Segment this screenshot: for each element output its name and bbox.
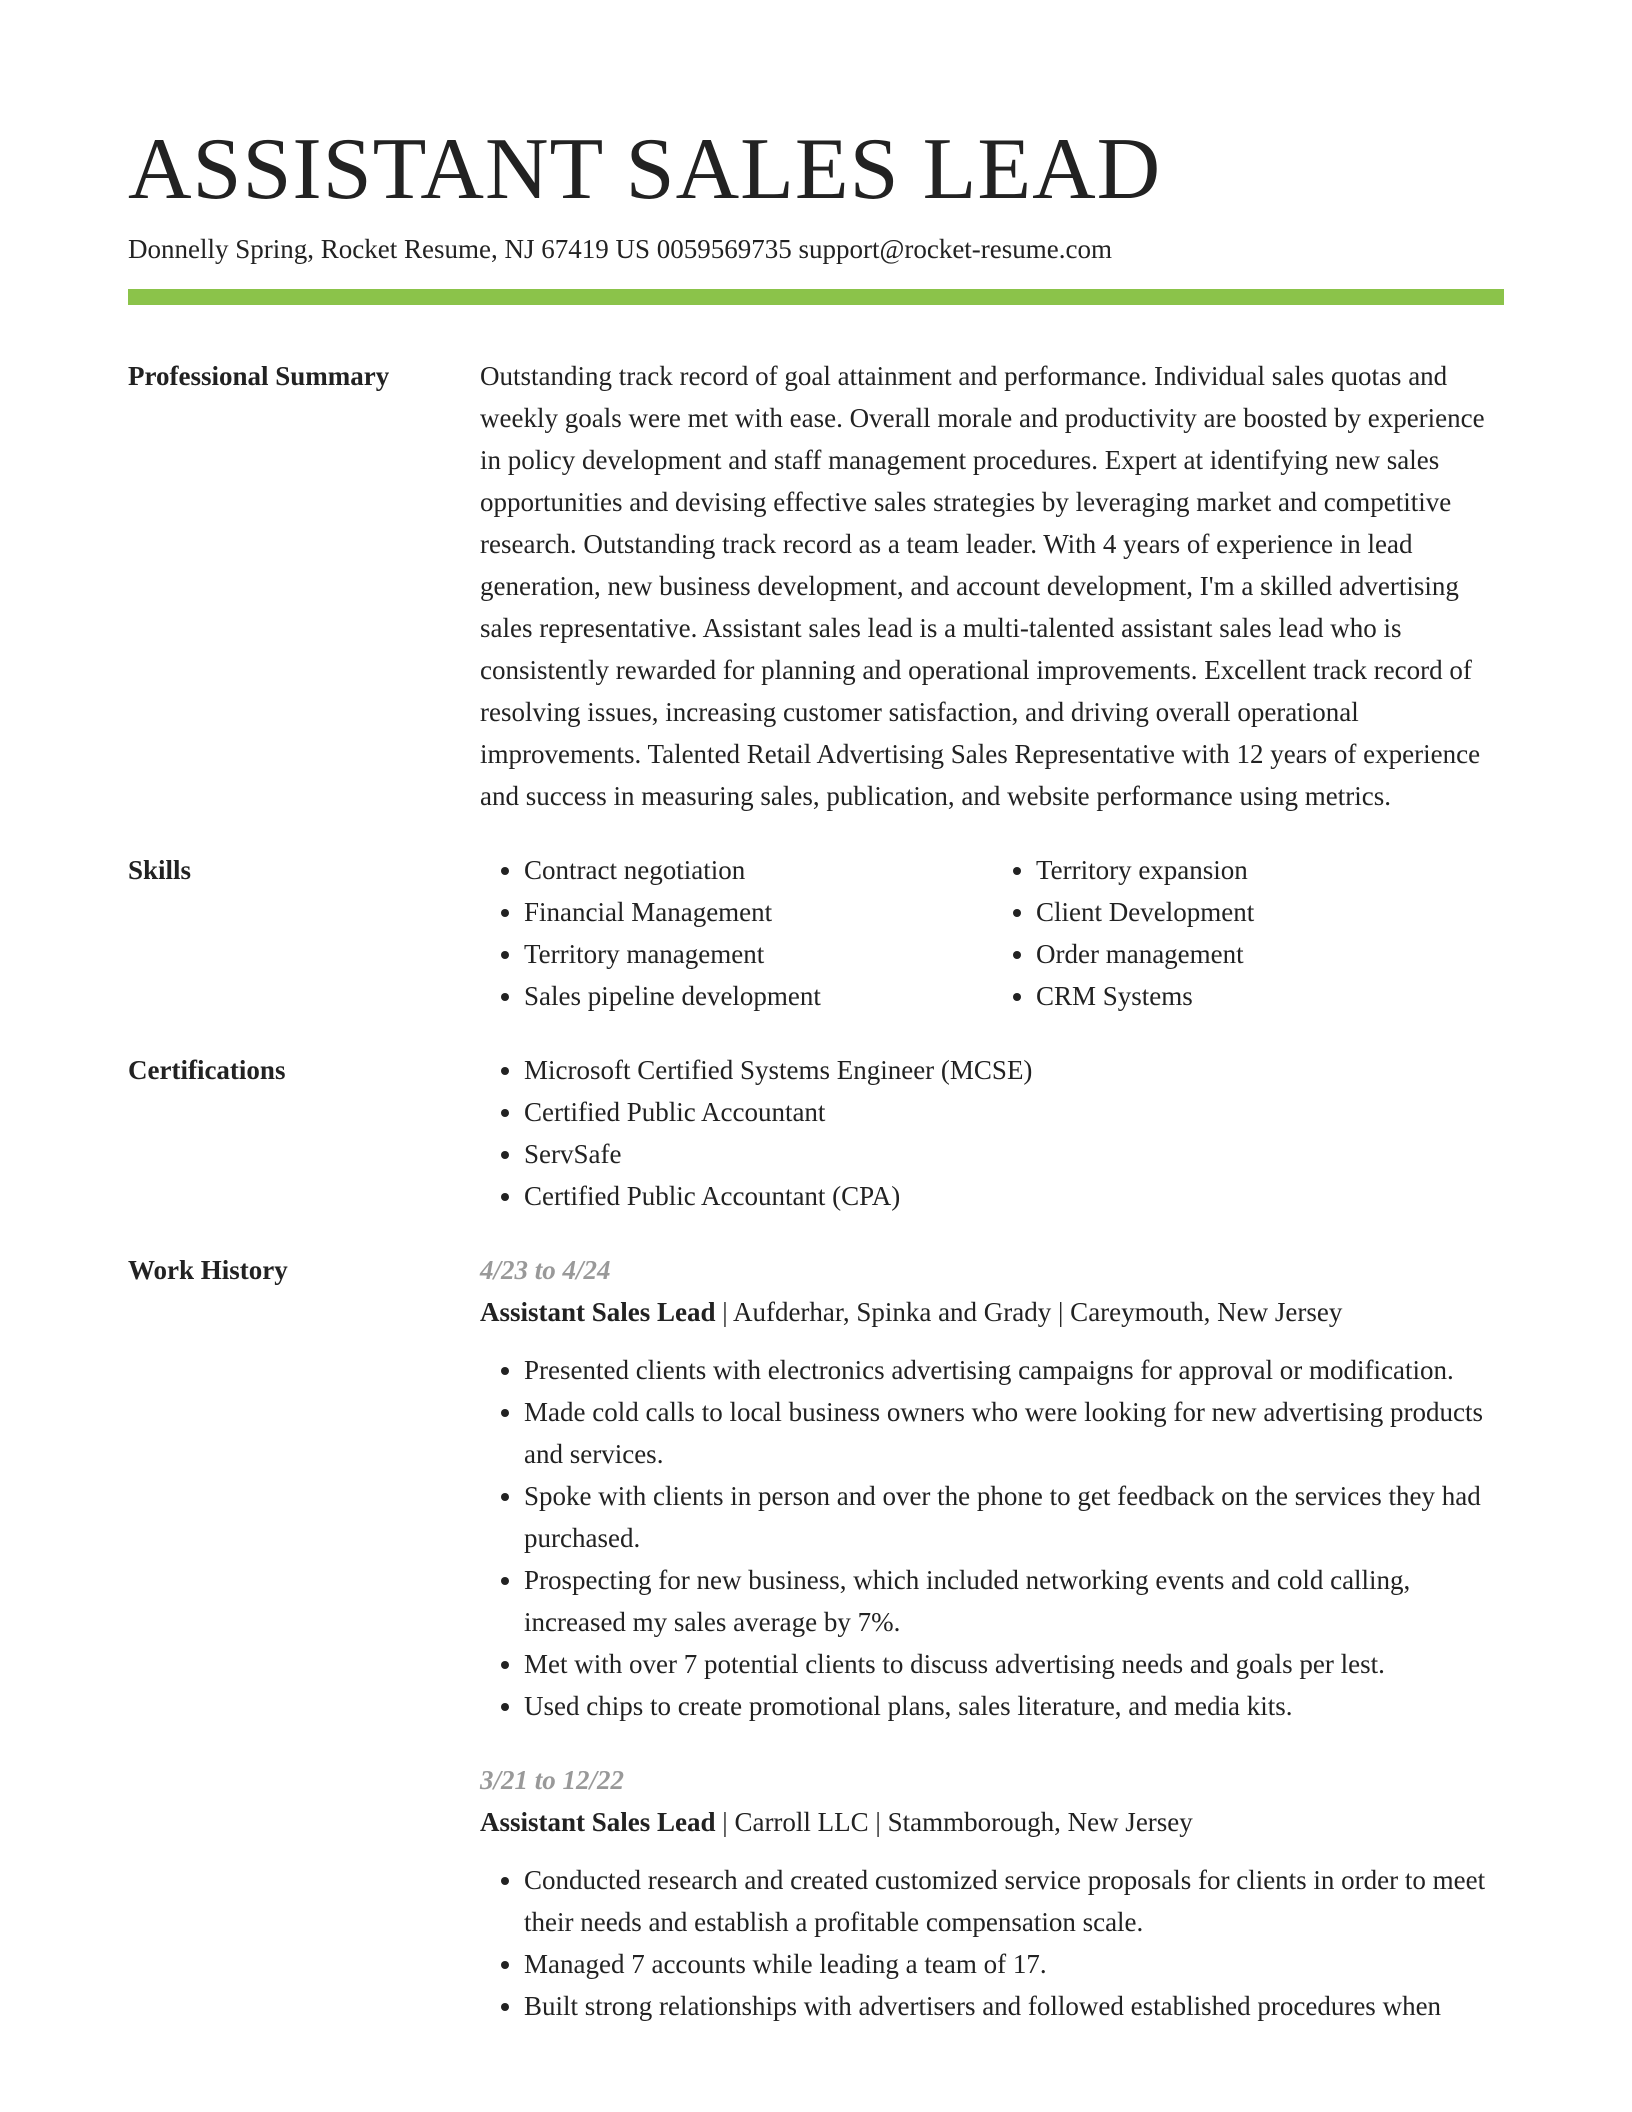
job-bullet: • Met with over 7 potential clients to discuss advertising needs and goals per lest. — [524, 1643, 1504, 1685]
work-history-section — [128, 1249, 1504, 2027]
skills-list-left — [480, 849, 992, 1017]
job-bullets — [480, 1859, 1504, 2027]
job-bullet: • Used chips to create promotional plans, sales literature, and media kits. — [524, 1685, 1504, 1727]
certification-item: • Microsoft Certified Systems Engineer (MCSE) — [524, 1049, 1504, 1091]
skill-item: • Territory expansion — [1036, 849, 1504, 891]
work-history-label: Work History — [128, 1255, 288, 1285]
header-divider — [128, 289, 1504, 305]
skill-item: • Client Development — [1036, 891, 1504, 933]
job-bullet: • Managed 7 accounts while leading a team of 17. — [524, 1943, 1504, 1985]
skills-section — [128, 849, 1504, 1017]
job-entry — [480, 1249, 1504, 1727]
job-bullet: • Presented clients with electronics advertising campaigns for approval or modification. — [524, 1349, 1504, 1391]
summary-text: Outstanding track record of goal attainment and performance. Individual sales quotas and weekly goals were met with ease. Overall morale and productivity are boosted by experience in policy development and staff management procedures. Expert at identifying new sales opportunities and devising effective sales strategies by leveraging market and competitive research. Outstanding track record as a team leader. With 4 years of experience in lead generation, new business development, and account development, I'm a skilled advertising sales representative. Assistant sales lead is a multi-talented assistant sales lead who is consistently rewarded for planning and operational improvements. Excellent track record of resolving issues, increasing customer satisfaction, and driving overall operational improvements. Talented Retail Advertising Sales Representative with 12 years of experience and success in measuring sales, publication, and website performance using metrics. — [480, 361, 1485, 811]
job-bullets — [480, 1349, 1504, 1727]
job-header — [480, 1291, 1504, 1333]
certifications-label: Certifications — [128, 1055, 286, 1085]
skill-item: • Order management — [1036, 933, 1504, 975]
job-bullet: • Prospecting for new business, which included networking events and cold calling, increased my sales average by 7%. — [524, 1559, 1504, 1643]
skill-item: • Territory management — [524, 933, 992, 975]
skill-item: • CRM Systems — [1036, 975, 1504, 1017]
skills-list-right — [992, 849, 1504, 1017]
job-header — [480, 1801, 1504, 1843]
job-bullet: • Made cold calls to local business owners who were looking for new advertising products and services. — [524, 1391, 1504, 1475]
job-company-location: | Aufderhar, Spinka and Grady | Careymouth, New Jersey — [715, 1297, 1343, 1327]
summary-section — [128, 355, 1504, 817]
job-title: Assistant Sales Lead — [480, 1297, 716, 1327]
job-dates: 4/23 to 4/24 — [480, 1255, 611, 1285]
skills-label: Skills — [128, 855, 192, 885]
job-entry — [480, 1759, 1504, 2027]
certification-item: • ServSafe — [524, 1133, 1504, 1175]
resume-page — [128, 118, 1504, 2027]
job-title: Assistant Sales Lead — [480, 1807, 716, 1837]
job-company-location: | Carroll LLC | Stammborough, New Jersey — [715, 1807, 1193, 1837]
certifications-section — [128, 1049, 1504, 1217]
certifications-list — [480, 1049, 1504, 1217]
job-dates: 3/21 to 12/22 — [480, 1765, 625, 1795]
summary-label: Professional Summary — [128, 361, 390, 391]
contact-line: Donnelly Spring, Rocket Resume, NJ 67419 US 0059569735 support@rocket-resume.com — [128, 234, 1112, 264]
job-bullet: • Spoke with clients in person and over the phone to get feedback on the services they had purchased. — [524, 1475, 1504, 1559]
resume-name: ASSISTANT SALES LEAD — [128, 121, 1162, 218]
job-bullet: • Conducted research and created customized service proposals for clients in order to meet their needs and establish a profitable compensation scale. — [524, 1859, 1504, 1943]
certification-item: • Certified Public Accountant (CPA) — [524, 1175, 1504, 1217]
skill-item: • Contract negotiation — [524, 849, 992, 891]
certification-item: • Certified Public Accountant — [524, 1091, 1504, 1133]
skill-item: • Sales pipeline development — [524, 975, 992, 1017]
skill-item: • Financial Management — [524, 891, 992, 933]
job-bullet: • Built strong relationships with advertisers and followed established procedures when — [524, 1985, 1504, 2027]
